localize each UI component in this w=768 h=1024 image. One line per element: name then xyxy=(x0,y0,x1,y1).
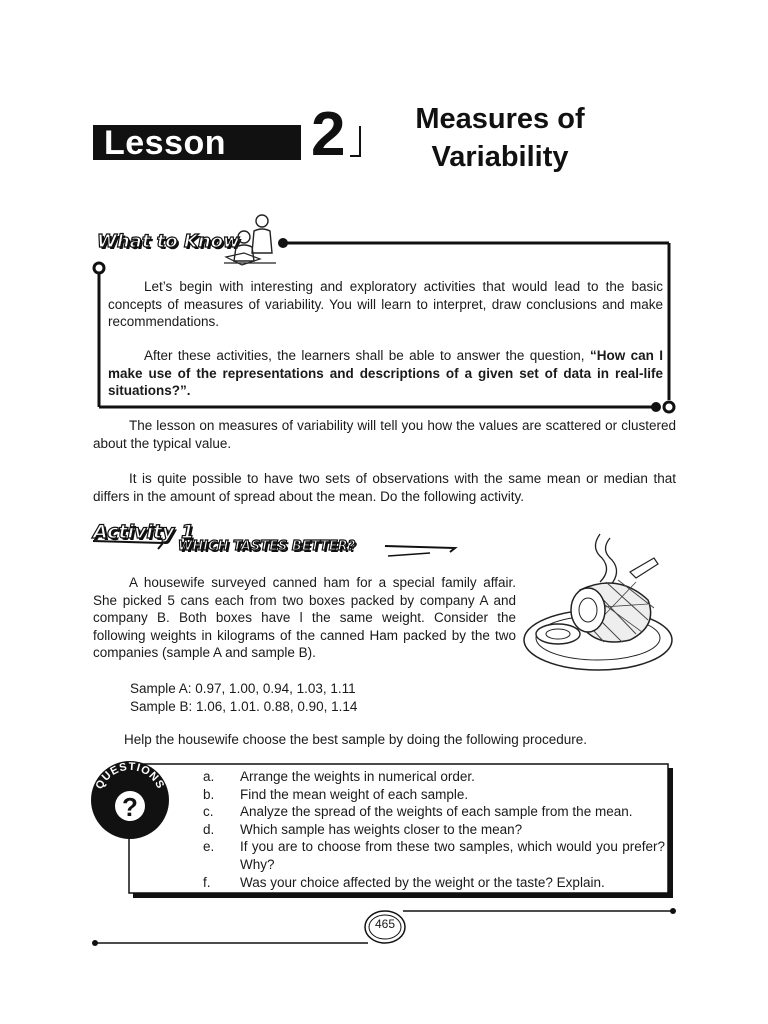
title-line-2: Variability xyxy=(431,141,569,173)
question-text: Find the mean weight of each sample. xyxy=(240,786,469,802)
activity-paragraph: A housewife surveyed canned ham for a special family affair. She picked 5 cans each from two boxes packed by company A and company B. Both boxes have l the same weight. Consider the following weights in kilograms of the canned Ham packed by the two companies (sample A and sample B). xyxy=(93,575,516,660)
question-mark-icon: ? xyxy=(122,792,138,822)
question-letter: b. xyxy=(203,786,215,802)
sample-b: Sample B: 1.06, 1.01. 0.88, 0.90, 1.14 xyxy=(130,698,358,714)
intro-paragraph-2: It is quite possible to have two sets of observations with the same mean or median that differs in the amount of spread about the mean. Do the following activity. xyxy=(93,471,676,504)
page-number: 465 xyxy=(374,917,396,931)
question-text: Was your choice affected by the weight or the taste? Explain. xyxy=(240,874,605,890)
sample-a: Sample A: 0.97, 1.00, 0.94, 1.03, 1.11 xyxy=(130,681,356,696)
activity-banner: Activity 1 xyxy=(93,521,195,543)
question-letter: e. xyxy=(203,839,215,855)
question-text: Which sample has weights closer to the mean? xyxy=(240,821,523,837)
question-text: Arrange the weights in numerical order. xyxy=(240,769,475,784)
title-line-1: Measures of xyxy=(415,103,585,135)
question-letter: a. xyxy=(203,769,215,784)
question-text: If you are to choose from these two samples, which would you prefer? Why? xyxy=(240,839,665,872)
question-letter: d. xyxy=(203,821,215,837)
questions-badge-word: QUESTIONS xyxy=(93,760,167,792)
activity-subtitle: WHICH TASTES BETTER? xyxy=(178,539,356,554)
lesson-number: 2 xyxy=(311,100,346,169)
what-to-know-paragraph-1: Let’s begin with interesting and exploratory activities that would lead to the basic concepts of measures of variability. You will learn to interpret, draw conclusions and make recommendations. xyxy=(108,279,663,329)
lesson-label: Lesson xyxy=(104,124,227,162)
question-letter: c. xyxy=(203,804,214,820)
paragraph-2-question: “How can I make use of the representations and descriptions of a given set of data in real-life situations?”. xyxy=(108,348,663,398)
question-text: Analyze the spread of the weights of each sample from the mean. xyxy=(240,804,633,820)
intro-paragraph-1: The lesson on measures of variability will tell you how the values are scattered or clustered about the typical value. xyxy=(93,418,676,451)
question-letter: f. xyxy=(203,874,211,890)
paragraph-2-intro: After these activities, the learners shall be able to answer the question, xyxy=(144,348,590,363)
procedure-text: Help the housewife choose the best sample by doing the following procedure. xyxy=(124,732,588,747)
what-to-know-banner: What to Know xyxy=(97,231,240,252)
